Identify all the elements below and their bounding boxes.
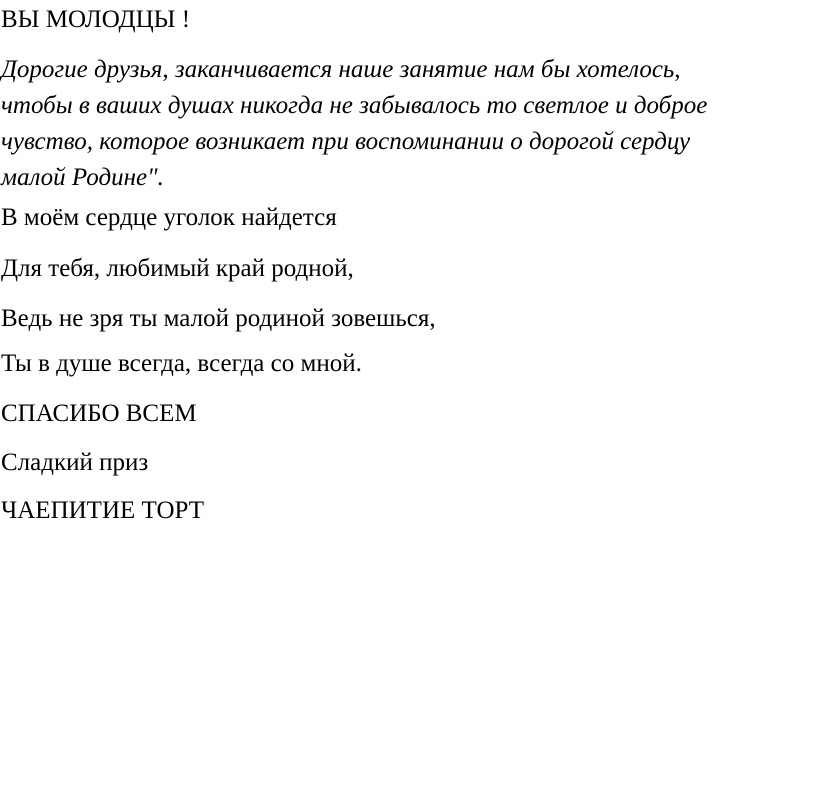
intro-line: Дорогие друзья, заканчивается наше занятие нам бы хотелось, xyxy=(1,56,681,83)
poem-line: Ведь не зря ты малой родиной зовешься, xyxy=(1,305,436,332)
intro-line: малой Родине". xyxy=(1,164,164,191)
poem-line: Для тебя, любимый край родной, xyxy=(1,255,354,282)
closing-line: ЧАЕПИТИЕ ТОРТ xyxy=(1,497,205,524)
closing-line: Сладкий приз xyxy=(1,449,149,476)
intro-paragraph xyxy=(1,52,806,196)
poem-line: Ты в душе всегда, всегда со мной. xyxy=(1,350,362,377)
heading: ВЫ МОЛОДЦЫ ! xyxy=(1,6,191,33)
poem-line: В моём сердце уголок найдется xyxy=(1,204,337,231)
intro-line: чувство, которое возникает при воспоминании о дорогой сердцу xyxy=(1,128,691,155)
closing-line: СПАСИБО ВСЕМ xyxy=(1,400,197,427)
intro-line: чтобы в ваших душах никогда не забывалось то светлое и доброе xyxy=(1,92,708,119)
